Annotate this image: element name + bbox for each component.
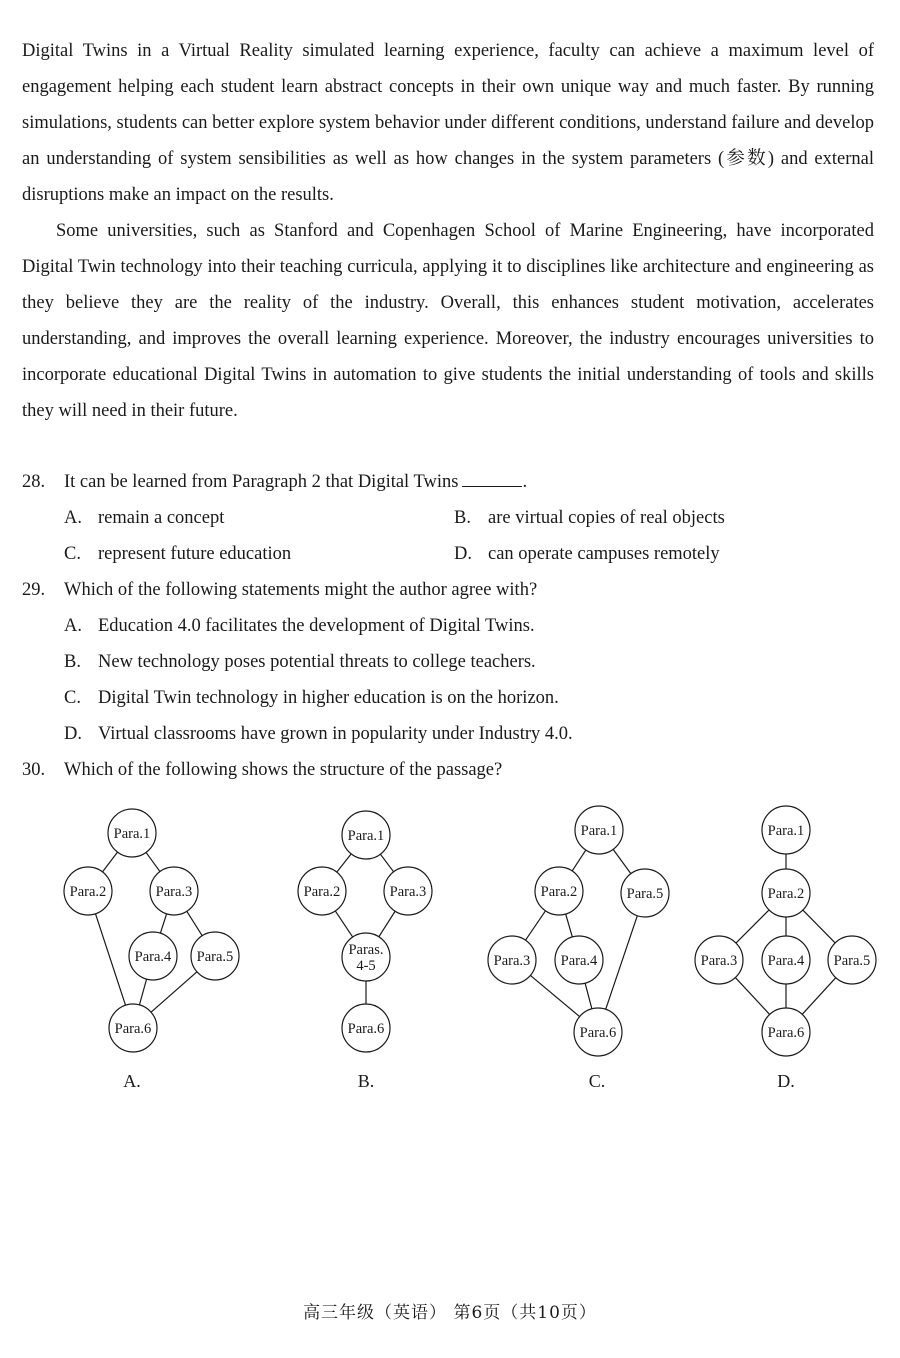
diagram-node-label: Para.5 [626, 886, 664, 902]
question-30 [22, 752, 874, 788]
question-number: 29. [22, 580, 46, 600]
diagram-node-label: Para.6 [767, 1025, 805, 1041]
option-c [22, 680, 874, 716]
diagram-node-label: Para.1 [113, 826, 151, 842]
diagram-edge [160, 914, 166, 933]
diagram-node-label: Para.4 [560, 953, 598, 969]
diagram-node-label: Para.3 [155, 884, 193, 900]
diagram-option-label: A. [123, 1071, 141, 1091]
structure-diagrams [0, 800, 900, 1100]
option-b [22, 644, 874, 680]
reading-passage [22, 33, 874, 429]
passage-paragraph-2: Some universities, such as Stanford and Copenhagen School of Marine Engineering, have incorporated Digital Twin technology into their teaching curricula, applying it to disciplines like architecture and engineering as they believe they are the reality of the industry. Overall, this enhances student motivation, accelerates understanding, and improves the overall learning experience. Moreover, the industry encourages universities to incorporate educational Digital Twins in automation to give students the initial understanding of tools and skills they will need in their future. [22, 221, 874, 421]
option-text: Virtual classrooms have grown in popularity under Industry 4.0. [98, 724, 573, 744]
structure-diagram-option [695, 806, 876, 1091]
diagram-edge [146, 852, 160, 871]
question-number: 28. [22, 472, 46, 492]
page-footer: 高三年级（英语） 第6页（共10页） [303, 1303, 597, 1323]
diagram-node-label: Para.1 [767, 823, 805, 839]
question-stem: Which of the following shows the structure of the passage? [64, 760, 503, 780]
diagram-node-label: Para.6 [114, 1021, 152, 1037]
diagram-edge [379, 911, 395, 937]
diagram-edge [187, 911, 202, 935]
option-row [22, 500, 874, 536]
diagram-node-label: Para.5 [196, 949, 234, 965]
option-text: represent future education [98, 544, 292, 564]
diagram-node-label: Para.5 [833, 953, 871, 969]
option-a [64, 500, 454, 536]
structure-diagrams-svg [0, 800, 900, 1100]
diagram-edge [335, 911, 352, 937]
option-letter: D. [454, 544, 472, 564]
question-29 [22, 572, 874, 608]
diagram-edge [95, 914, 125, 1005]
option-letter: A. [64, 616, 82, 636]
diagram-edge [103, 852, 118, 872]
diagram-node-label: 4-5 [356, 958, 376, 974]
question-stem: Which of the following statements might the author agree with? [64, 580, 538, 600]
diagram-option-label: D. [777, 1071, 795, 1091]
diagram-edge [380, 854, 393, 872]
diagram-edge [139, 979, 146, 1005]
question-stem: It can be learned from Paragraph 2 that Digital Twins [64, 472, 459, 492]
diagram-node-label: Para.3 [389, 884, 427, 900]
option-letter: D. [64, 724, 82, 744]
diagram-edge [572, 850, 586, 871]
option-b [454, 500, 844, 536]
diagram-node-label: Para.2 [303, 884, 341, 900]
diagram-node-label: Para.3 [700, 953, 738, 969]
option-letter: B. [454, 508, 471, 528]
option-text: remain a concept [98, 508, 225, 528]
question-list [22, 464, 874, 788]
diagram-option-label: C. [588, 1071, 606, 1091]
passage-paragraph-1: Digital Twins in a Virtual Reality simulated learning experience, faculty can achieve a maximum level of engagement helping each student learn abstract concepts in their own unique way and much faster. By running simulations, students can better explore system behavior under different conditions, understand failure and develop an understanding of system sensibilities as well as how changes in the system parameters (参数) and external disruptions make an impact on the results. [22, 41, 874, 205]
option-letter: A. [64, 508, 82, 528]
diagram-option-label: B. [357, 1071, 375, 1091]
diagram-edge [613, 849, 631, 873]
diagram-node-label: Para.1 [347, 828, 385, 844]
option-text: Digital Twin technology in higher education is on the horizon. [98, 688, 559, 708]
question-28 [22, 464, 874, 500]
answer-blank [462, 472, 522, 487]
question-number: 30. [22, 760, 46, 780]
diagram-node-label: Para.3 [493, 953, 531, 969]
structure-diagram-option [488, 806, 669, 1091]
diagram-edge [736, 910, 769, 943]
diagram-edge [526, 911, 546, 940]
option-d [22, 716, 874, 752]
diagram-node-label: Para.2 [69, 884, 107, 900]
diagram-node-label: Para.2 [767, 886, 805, 902]
diagram-edge [585, 983, 592, 1009]
option-text: are virtual copies of real objects [488, 508, 725, 528]
option-letter: C. [64, 688, 81, 708]
option-d [454, 536, 844, 572]
option-text: can operate campuses remotely [488, 544, 720, 564]
diagram-edge [566, 914, 573, 937]
diagram-node-label: Para.4 [767, 953, 805, 969]
diagram-node-label: Para.1 [580, 823, 618, 839]
structure-diagram-option [64, 809, 239, 1091]
option-row [22, 536, 874, 572]
option-c [64, 536, 454, 572]
diagram-node-label: Paras. [348, 942, 384, 958]
structure-diagram-option [298, 811, 432, 1091]
diagram-node-label: Para.4 [134, 949, 172, 965]
question-stem-end: . [522, 472, 528, 492]
option-text: Education 4.0 facilitates the development of Digital Twins. [98, 616, 535, 636]
diagram-node-label: Para.2 [540, 884, 578, 900]
option-letter: C. [64, 544, 81, 564]
option-letter: B. [64, 652, 81, 672]
option-text: New technology poses potential threats to college teachers. [98, 652, 536, 672]
diagram-edge [606, 916, 638, 1010]
diagram-edge [735, 978, 769, 1015]
diagram-edge [802, 978, 836, 1015]
diagram-edge [803, 910, 835, 943]
diagram-edge [337, 854, 351, 872]
option-a [22, 608, 874, 644]
diagram-node-label: Para.6 [347, 1021, 385, 1037]
diagram-node-label: Para.6 [579, 1025, 617, 1041]
